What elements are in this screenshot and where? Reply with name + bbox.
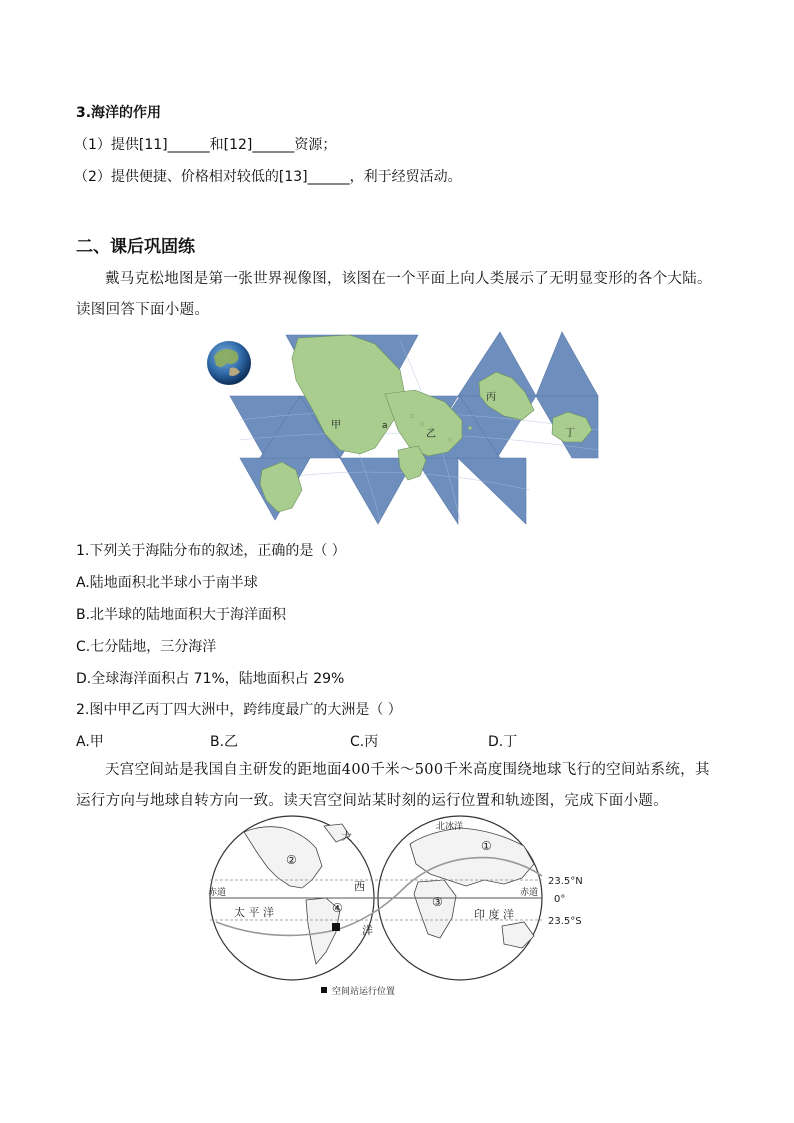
fill-line-1: （1）提供[11]______和[12]______资源； bbox=[74, 137, 337, 153]
label-n1: ① bbox=[481, 839, 492, 853]
legend-marker bbox=[321, 987, 327, 993]
label-equator-left: 赤道 bbox=[208, 888, 227, 898]
label-ding: 丁 bbox=[565, 428, 575, 439]
label-a: a bbox=[382, 421, 388, 431]
label-equator-right: 赤道 bbox=[520, 888, 539, 898]
question-1-option-a[interactable]: A.陆地面积北半球小于南半球 bbox=[76, 575, 258, 591]
label-da: 大 bbox=[341, 830, 352, 843]
fill-line-2: （2）提供便捷、价格相对较低的[13]______，利于经贸活动。 bbox=[74, 169, 462, 185]
dymaxion-map bbox=[200, 330, 602, 528]
label-n4: ④ bbox=[332, 901, 343, 915]
station-marker bbox=[332, 923, 340, 931]
legend-label: 空间站运行位置 bbox=[332, 987, 396, 997]
intro-paragraph-1: 戴马克松地图是第一张世界视像图，该图在一个平面上向人类展示了无明显变形的各个大陆。读图回答下面小题。 bbox=[76, 271, 712, 318]
globe-icon bbox=[207, 341, 251, 385]
label-jia: 甲 bbox=[331, 420, 341, 431]
question-2-option-c[interactable]: C.丙 bbox=[350, 734, 379, 750]
label-yi: 乙 bbox=[426, 429, 436, 440]
question-1-option-b[interactable]: B.北半球的陆地面积大于海洋面积 bbox=[76, 607, 287, 623]
question-1-stem: 1.下列关于海陆分布的叙述，正确的是（ ） bbox=[76, 543, 346, 559]
question-2-option-a[interactable]: A.甲 bbox=[76, 734, 104, 750]
question-2-stem: 2.图中甲乙丙丁四大洲中，跨纬度最广的大洲是（ ） bbox=[76, 702, 402, 718]
label-n2: ② bbox=[286, 853, 297, 867]
label-yinduyang: 印 度 洋 bbox=[474, 908, 514, 921]
label-n3: ③ bbox=[432, 895, 443, 909]
label-xi: 西 bbox=[354, 880, 365, 893]
label-beibingyang: 北冰洋 bbox=[436, 822, 464, 832]
label-yang: 洋 bbox=[362, 924, 373, 937]
label-lat-0: 0° bbox=[554, 894, 566, 905]
label-taipingyang: 太 平 洋 bbox=[234, 906, 274, 919]
label-bing: 丙 bbox=[486, 392, 496, 403]
orbit-map bbox=[204, 814, 584, 1000]
question-1-option-d[interactable]: D.全球海洋面积占 71%，陆地面积占 29% bbox=[76, 671, 345, 687]
label-lat-n: 23.5°N bbox=[548, 876, 583, 887]
label-lat-s: 23.5°S bbox=[548, 916, 582, 927]
intro-paragraph-2: 天宫空间站是我国自主研发的距地面400千米～500千米高度围绕地球飞行的空间站系统，其运行方向与地球自转方向一致。读天宫空间站某时刻的运行位置和轨迹图，完成下面小题。 bbox=[76, 762, 710, 809]
section-heading: 二、课后巩固练 bbox=[76, 237, 195, 257]
section-title: 3.海洋的作用 bbox=[76, 105, 162, 121]
question-2-option-b[interactable]: B.乙 bbox=[210, 734, 239, 750]
question-2-option-d[interactable]: D.丁 bbox=[488, 734, 518, 750]
question-1-option-c[interactable]: C.七分陆地，三分海洋 bbox=[76, 639, 217, 655]
